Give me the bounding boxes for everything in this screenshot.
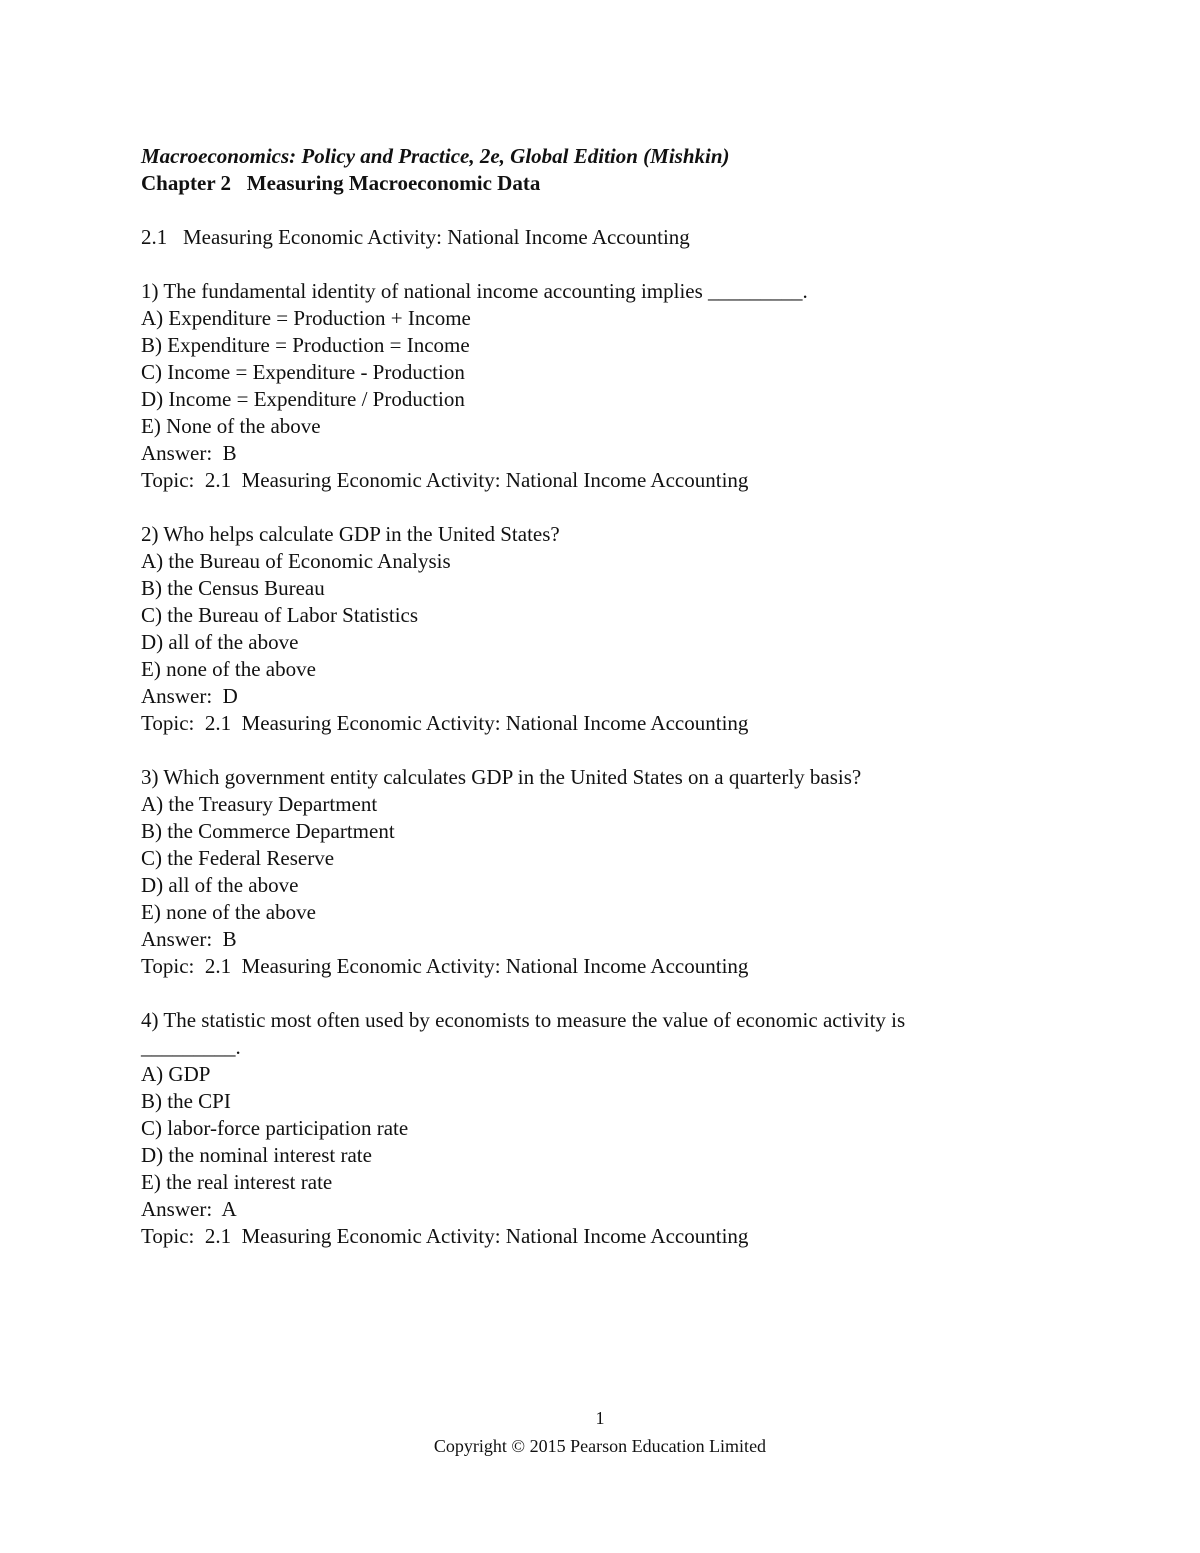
spacer [141, 197, 1041, 224]
topic-line: Topic: 2.1 Measuring Economic Activity: National Income Accounting [141, 711, 749, 735]
option-b: B) the Census Bureau [141, 576, 325, 600]
topic-line: Topic: 2.1 Measuring Economic Activity: National Income Accounting [141, 1224, 749, 1248]
topic-line: Topic: 2.1 Measuring Economic Activity: National Income Accounting [141, 468, 749, 492]
option-e: E) none of the above [141, 900, 316, 924]
option-b: B) the Commerce Department [141, 819, 395, 843]
spacer [141, 494, 1041, 521]
question-text: 3) Which government entity calculates GDP in the United States on a quarterly basis? [141, 765, 862, 789]
question-text: 4) The statistic most often used by economists to measure the value of economic activity is [141, 1008, 906, 1032]
option-e: E) the real interest rate [141, 1170, 333, 1194]
option-c: C) labor-force participation rate [141, 1116, 409, 1140]
answer-line: Answer: B [141, 441, 237, 465]
option-a: A) Expenditure = Production + Income [141, 306, 471, 330]
page-number: 1 [595, 1408, 605, 1428]
topic-line: Topic: 2.1 Measuring Economic Activity: National Income Accounting [141, 954, 749, 978]
copyright-notice: Copyright © 2015 Pearson Education Limited [433, 1436, 767, 1456]
option-e: E) none of the above [141, 657, 316, 681]
option-d: D) the nominal interest rate [141, 1143, 372, 1167]
question-block-2 [141, 521, 1041, 737]
answer-line: Answer: D [141, 684, 238, 708]
section-heading: 2.1 Measuring Economic Activity: National Income Accounting [141, 225, 690, 249]
option-c: C) the Bureau of Labor Statistics [141, 603, 419, 627]
option-d: D) Income = Expenditure / Production [141, 387, 465, 411]
option-c: C) Income = Expenditure - Production [141, 360, 465, 384]
option-a: A) the Treasury Department [141, 792, 378, 816]
question-block-4 [141, 1007, 1041, 1250]
answer-line: Answer: A [141, 1197, 237, 1221]
option-a: A) the Bureau of Economic Analysis [141, 549, 451, 573]
option-e: E) None of the above [141, 414, 321, 438]
question-text: 1) The fundamental identity of national income accounting implies _________. [141, 279, 808, 303]
question-block-3 [141, 764, 1041, 980]
option-a: A) GDP [141, 1062, 211, 1086]
option-b: B) Expenditure = Production = Income [141, 333, 470, 357]
answer-line: Answer: B [141, 927, 237, 951]
question-text: 2) Who helps calculate GDP in the United States? [141, 522, 560, 546]
question-block-1 [141, 278, 1041, 494]
page-content [141, 143, 1041, 1250]
option-c: C) the Federal Reserve [141, 846, 335, 870]
spacer [141, 737, 1041, 764]
option-b: B) the CPI [141, 1089, 231, 1113]
spacer [141, 980, 1041, 1007]
option-d: D) all of the above [141, 873, 299, 897]
book-title: Macroeconomics: Policy and Practice, 2e, Global Edition (Mishkin) [141, 144, 730, 168]
option-d: D) all of the above [141, 630, 299, 654]
question-text-continued: _________. [141, 1035, 241, 1059]
spacer [141, 251, 1041, 278]
chapter-title: Chapter 2 Measuring Macroeconomic Data [141, 171, 541, 195]
